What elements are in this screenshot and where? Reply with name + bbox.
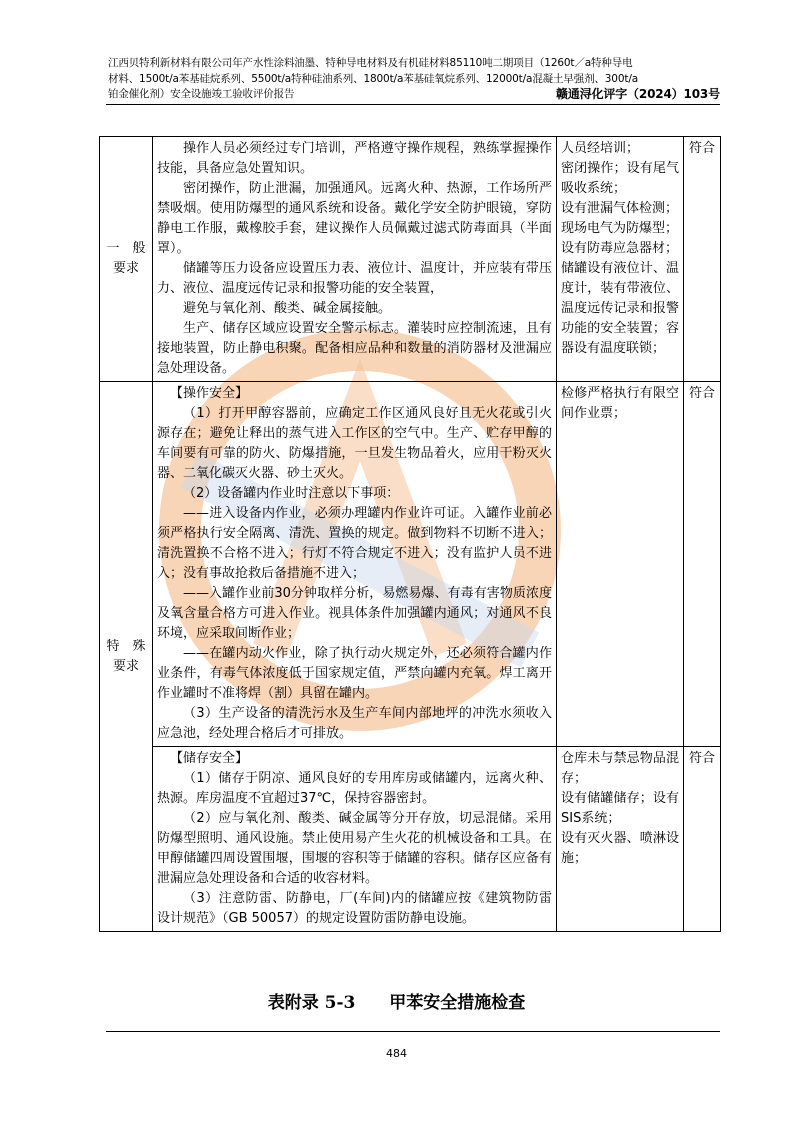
table-row — [100, 137, 721, 382]
requirement-text: 密闭操作，防止泄漏，加强通风。远离火种、热源，工作场所严禁吸烟。使用防爆型的通风系统和设备。戴化学安全防护眼镜，穿防静电工作服，戴橡胶手套，建议操作人员佩戴过滤式防毒面具（半面罩）。 — [157, 181, 552, 256]
requirement-cell — [153, 137, 557, 382]
measure-text: 仓库未与禁忌物品混存； — [561, 751, 679, 786]
table-row — [100, 382, 721, 747]
requirement-text: （1）储存于阴凉、通风良好的专用库房或储罐内，远离火种、热源。库房温度不宜超过37℃，保持容器密封。 — [157, 771, 552, 806]
measure-text: 设有灭火器、喷淋设施； — [561, 831, 679, 866]
requirement-text: 操作人员必须经过专门培训，严格遵守操作规程，熟练掌握操作技能，具备应急处置知识。 — [157, 141, 552, 176]
header-line-2: 材料、1500t/a苯基硅烷系列、5500t/a特种硅油系列、1800t/a苯基硅氧烷系列、12000t/a混凝土早强剂、300t/a — [108, 72, 639, 85]
result-cell: 符合 — [684, 747, 721, 932]
measure-cell — [557, 747, 684, 932]
requirement-text: 避免与氧化剂、酸类、碱金属接触。 — [183, 301, 392, 316]
requirement-text: （2）设备罐内作业时注意以下事项： — [183, 486, 400, 501]
header-rule — [106, 104, 720, 105]
requirement-text: ——入罐作业前30分钟取样分析，易燃易爆、有毒有害物质浓度及氧含量合格方可进入作业。视具体条件加强罐内通风；对通风不良环境，应采取间断作业； — [157, 586, 552, 641]
measure-cell — [557, 137, 684, 382]
requirement-text: （3）注意防雷、防静电，厂(车间)内的储罐应按《建筑物防雷设计规范》（GB 50057）的规定设置防雷防静电设施。 — [157, 891, 552, 926]
safety-check-table — [99, 136, 721, 932]
caption-title: 甲苯安全措施检查 — [389, 993, 526, 1013]
measure-text: 设有泄漏气体检测； — [561, 201, 679, 216]
report-number: 赣通浔化评字（2024）103号 — [555, 87, 720, 101]
caption-label: 表附录 5-3 — [267, 993, 356, 1013]
requirement-text: 生产、储存区域应设置安全警示标志。灌装时应控制流速，且有接地装置，防止静电积聚。配备相应品种和数量的消防器材及泄漏应急处理设备。 — [157, 321, 552, 376]
footer-rule — [106, 1031, 720, 1032]
measure-cell — [557, 382, 684, 747]
measure-text: 设有储罐储存；设有SIS系统； — [561, 791, 679, 826]
page-header — [108, 56, 720, 103]
measure-text: 检修严格执行有限空间作业票； — [561, 386, 679, 421]
requirement-text: （1）打开甲醇容器前，应确定工作区通风良好且无火花或引火源存在；避免让释出的蒸气进入工作区的空气中。生产、贮存甲醇的车间要有可靠的防火、防爆措施，一旦发生物品着火，应用干粉灭火器、二氧化碳灭火器、砂土灭火。 — [157, 406, 552, 481]
category-cell: 特 殊 要求 — [100, 382, 153, 932]
page-number: 484 — [386, 1047, 407, 1060]
requirement-text: ——在罐内动火作业，除了执行动火规定外，还必须符合罐内作业条件，有毒气体浓度低于国家规定值，严禁向罐内充氧。焊工离开作业罐时不准将焊（割）具留在罐内。 — [157, 646, 552, 701]
table-caption — [0, 988, 793, 1013]
result-cell: 符合 — [684, 382, 721, 747]
section-heading: 【储存安全】 — [170, 751, 249, 766]
requirement-text: （3）生产设备的清洗污水及生产车间内部地坪的冲洗水须收入应急池，经处理合格后才可排放。 — [157, 706, 552, 741]
measure-text: 储罐设有液位计、温度计，装有带液位、温度远传记录和报警功能的安全装置；容器设有温度联锁； — [561, 261, 679, 356]
requirement-text: （2）应与氧化剂、酸类、碱金属等分开存放，切忌混储。采用防爆型照明、通风设施。禁止使用易产生火花的机械设备和工具。在甲醇储罐四周设置围堰，围堰的容积等于储罐的容积。储存区应备有泄漏应急处理设备和合适的收容材料。 — [157, 811, 552, 886]
table-row — [100, 747, 721, 932]
measure-text: 现场电气为防爆型； — [561, 221, 679, 236]
requirement-text: ——进入设备内作业，必须办理罐内作业许可证。入罐作业前必须严格执行安全隔离、清洗、置换的规定。做到物料不切断不进入；清洗置换不合格不进入；行灯不符合规定不进入；没有监护人员不进入；没有事故抢救后备措施不进入； — [157, 506, 552, 581]
category-cell: 一 般 要求 — [100, 137, 153, 382]
header-line-1: 江西贝特利新材料有限公司年产水性涂料油墨、特种导电材料及有机硅材料85110吨二期项目（1260t／a特种导电 — [108, 57, 633, 69]
measure-text: 人员经培训； — [561, 141, 640, 156]
measure-text: 密闭操作；设有尾气吸收系统； — [561, 161, 679, 196]
measure-text: 设有防毒应急器材； — [561, 241, 679, 256]
requirement-cell — [153, 382, 557, 747]
section-heading: 【操作安全】 — [170, 386, 249, 401]
requirement-cell — [153, 747, 557, 932]
header-line-3: 铂金催化剂）安全设施竣工验收评价报告 — [108, 88, 295, 100]
result-cell: 符合 — [684, 137, 721, 382]
requirement-text: 储罐等压力设备应设置压力表、液位计、温度计，并应装有带压力、液位、温度远传记录和报警功能的安全装置， — [157, 261, 552, 296]
